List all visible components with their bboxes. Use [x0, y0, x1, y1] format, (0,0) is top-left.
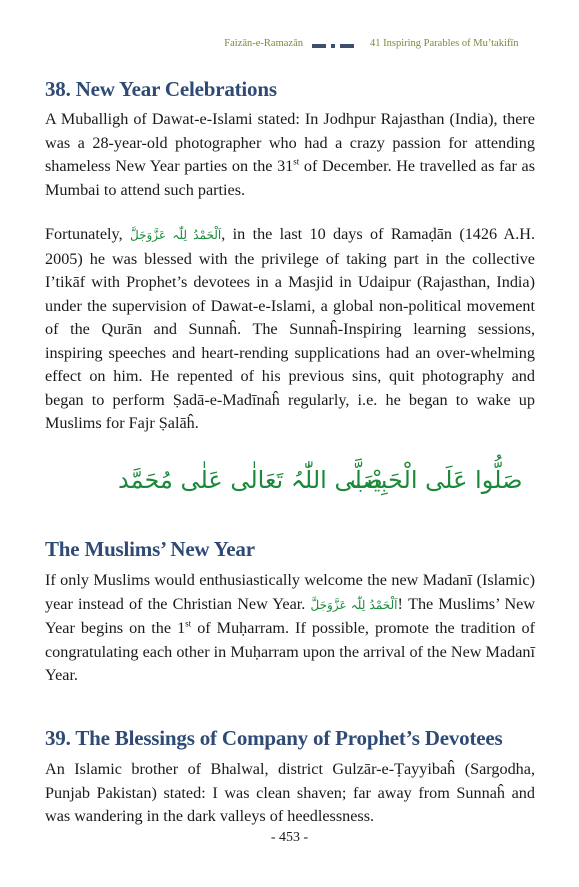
section-38-paragraph-1: A Muballigh of Dawat-e-Islami stated: In Jodhpur Rajasthan (India), there was a 28-year-old photographer who had a crazy passion for attending shameless New Year parties on the 31st of December. He travelled as far as Mumbai to attend such parties. — [45, 110, 536, 199]
running-header — [0, 38, 579, 54]
page-number: - 453 - — [270, 830, 309, 845]
alhamdulillah-text: اَلْحَمْدُ لِلّٰہ عَزَّوَجَلَّ — [129, 228, 222, 242]
muslims-new-year-title: The Muslims’ New Year — [45, 537, 255, 561]
section-39-title: 39. The Blessings of Company of Prophet’s Devotees — [45, 726, 503, 750]
salat-response: صَلَّی اللّٰہُ تَعَالٰی عَلٰی مُحَمَّد — [118, 466, 383, 494]
section-38-paragraph-2: Fortunately, اَلْحَمْدُ لِلّٰہ عَزَّوَجَلَّ, in the last 10 days of Ramaḍān (1426 A.H. 2005) he was blessed with the privilege of taking part in the collective I’tikāf with Prophet’s devotees in a Masjid in Udaipur (Rajasthan, India) under the supervision of Dawat-e-Islami, a global non-political movement of the Qurān and Sunnaĥ. The Sunnaĥ-Inspiring learning sessions, inspiring speeches and heart-rending supplications had an over-whelming effect on him. He repented of his previous sins, quit photography and began to perform Ṣadā-e-Madīnaĥ regularly, i.e. he began to wake up Muslims for Fajr Ṣalāĥ. — [45, 225, 536, 432]
salat-call: صَلُّوا عَلَی الْحَبِیْب — [350, 466, 523, 494]
alhamdulillah-text: اَلْحَمْدُ لِلّٰہ عَزَّوَجَلَّ — [310, 597, 398, 612]
header-book-title: Faizān-e-Ramazān — [224, 38, 303, 49]
salat-invocation — [0, 462, 579, 502]
section-38-title: 38. New Year Celebrations — [45, 77, 277, 101]
header-chapter-title: 41 Inspiring Parables of Mu’takifīn — [370, 38, 519, 49]
header-divider-icon — [312, 44, 359, 55]
section-39-paragraph: An Islamic brother of Bhalwal, district Gulzār-e-Ṭayyibaĥ (Sargodha, Punjab Pakistan) stated: I was clean shaven; far away from Sunnaĥ and was wandering in the dark valleys of heedlessness. — [45, 760, 535, 825]
muslims-new-year-paragraph: If only Muslims would enthusiastically welcome the new Madanī (Islamic) year instead of the Christian New Year. اَلْحَمْدُ لِلّٰہ عَزَّوَجَلَّ! The Muslims’ New Year begins on the 1st of Muḥarram. If possible, promote the tradition of congratulating each other in Muḥarram upon the arrival of the New Madanī Year. — [45, 571, 536, 684]
